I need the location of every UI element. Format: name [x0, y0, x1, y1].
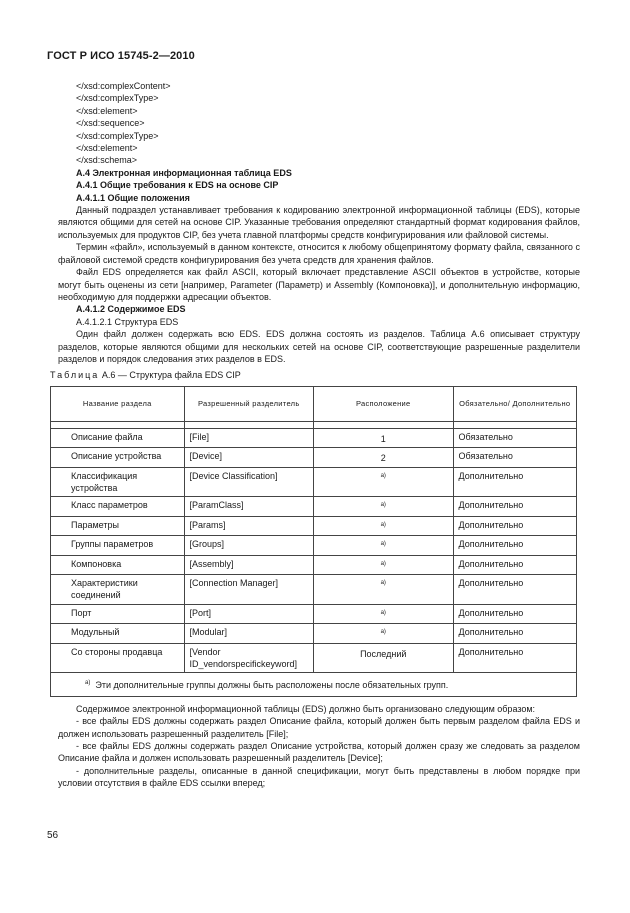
- column-header: Название раздела: [51, 386, 185, 421]
- code-line: </xsd:sequence>: [76, 118, 145, 129]
- table-row: [51, 555, 577, 574]
- cell-section-name: Описание устройства: [51, 448, 185, 467]
- cell-requirement: Дополнительно: [453, 467, 577, 497]
- cell-requirement: Дополнительно: [453, 516, 577, 535]
- cell-section-name: Классификация устройства: [51, 467, 185, 497]
- table-caption-prefix: Таблица: [50, 370, 100, 381]
- cell-requirement: Обязательно: [453, 428, 577, 447]
- cell-requirement: Дополнительно: [453, 604, 577, 623]
- column-header: Обязательно/ Дополнительно: [453, 386, 577, 421]
- list-item: - все файлы EDS должны содержать раздел Описание файла, который должен быть первым разделом файла EDS и должен использовать разрешенный разделитель [File];: [58, 716, 580, 739]
- cell-location: a): [313, 604, 453, 623]
- table-row: [51, 448, 577, 467]
- table-caption-text: А.6 — Структура файла EDS CIP: [101, 370, 241, 381]
- table-caption: [50, 369, 580, 381]
- cell-location: a): [313, 555, 453, 574]
- code-line: </xsd:element>: [76, 143, 138, 154]
- table-note: $^{a)}$ Эти дополнительные группы должны быть расположены после обязательных групп.: [51, 673, 577, 696]
- section-heading-a4: А.4 Электронная информационная таблица EDS: [76, 167, 292, 178]
- table-row: [51, 536, 577, 555]
- code-line: </xsd:schema>: [76, 155, 138, 166]
- cell-requirement: Дополнительно: [453, 555, 577, 574]
- cell-delimiter: [Modular]: [184, 624, 313, 643]
- list-item: - все файлы EDS должны содержать раздел Описание устройства, который должен сразу же следовать за разделом Описание файла и должен использовать разрешенный разделитель [Device];: [58, 741, 580, 764]
- cell-location: a): [313, 575, 453, 605]
- section-heading-a41: А.4.1 Общие требования к EDS на основе CIP: [76, 180, 279, 191]
- table-row: [51, 624, 577, 643]
- cell-delimiter: [Connection Manager]: [184, 575, 313, 605]
- cell-location: a): [313, 624, 453, 643]
- table-row: [51, 516, 577, 535]
- cell-requirement: Дополнительно: [453, 536, 577, 555]
- cell-location: 2: [313, 448, 453, 467]
- table-row: [51, 575, 577, 605]
- cell-location: a): [313, 536, 453, 555]
- table-row: [51, 467, 577, 497]
- cell-location: a): [313, 497, 453, 516]
- paragraph: Файл EDS определяется как файл ASCII, который включает представление ASCII объектов в устройстве, которые могут быть оценены из сети [например, Parameter (Параметр) и Assembly (Компоновка)], и дополнительную информацию, необходимую для поддержки адресации объектов.: [58, 267, 580, 302]
- table-row: [51, 428, 577, 447]
- paragraph: Данный подраздел устанавливает требования к кодированию электронной информационной таблицы (EDS), которые являются общими для сетей на основе CIP. Указанные требования определяют стандартный формат кодирования файлов, используемых для продуктов CIP, без учета главной платформы средств конфигурирования или файловой системы.: [58, 205, 580, 240]
- cell-requirement: Дополнительно: [453, 575, 577, 605]
- document-header: ГОСТ Р ИСО 15745-2—2010: [47, 50, 195, 62]
- cell-delimiter: [Port]: [184, 604, 313, 623]
- code-line: </xsd:complexType>: [76, 93, 159, 104]
- cell-section-name: Со стороны продавца: [51, 643, 185, 673]
- paragraph: Один файл должен содержать всю EDS. EDS должна состоять из разделов. Таблица А.6 описывает структуру разделов, которые являются общими для нескольких сетей на основе CIP, соответствующие разрешенные разделители разделов и порядок следования этих разделов в EDS.: [58, 329, 580, 364]
- table-row: [51, 643, 577, 673]
- table-header-row: [51, 386, 577, 421]
- paragraph: Термин «файл», используемый в данном контексте, относится к любому общепринятому формату файла, связанного с файловой системой средств конфигурирования без учета средств для хранения файлов.: [58, 242, 580, 265]
- cell-section-name: Порт: [51, 604, 185, 623]
- cell-section-name: Компоновка: [51, 555, 185, 574]
- column-header: Разрешенный разделитель: [184, 386, 313, 421]
- code-line: </xsd:element>: [76, 105, 138, 116]
- paragraph: Содержимое электронной информационной таблицы (EDS) должно быть организовано следующим образом:: [76, 703, 536, 714]
- section-heading-a412: А.4.1.2 Содержимое EDS: [76, 304, 186, 315]
- cell-requirement: Дополнительно: [453, 624, 577, 643]
- cell-delimiter: [Device]: [184, 448, 313, 467]
- cell-section-name: Группы параметров: [51, 536, 185, 555]
- cell-section-name: Параметры: [51, 516, 185, 535]
- cell-requirement: Дополнительно: [453, 643, 577, 673]
- cell-section-name: Модульный: [51, 624, 185, 643]
- cell-location: a): [313, 516, 453, 535]
- section-heading-a4121: А.4.1.2.1 Структура EDS: [76, 316, 179, 327]
- cell-delimiter: [ParamClass]: [184, 497, 313, 516]
- after-table-text: [58, 703, 580, 790]
- cell-delimiter: [Params]: [184, 516, 313, 535]
- list-item: - дополнительные разделы, описанные в данной спецификации, могут быть представлены в любом порядке при условии отсутствия в файле EDS ссылки вперед;: [58, 765, 580, 789]
- cell-delimiter: [Groups]: [184, 536, 313, 555]
- table-row: [51, 604, 577, 623]
- cell-section-name: Характеристики соединений: [51, 575, 185, 605]
- cell-requirement: Обязательно: [453, 448, 577, 467]
- cell-requirement: Дополнительно: [453, 497, 577, 516]
- table-row: [51, 497, 577, 516]
- cell-delimiter: [Device Classification]: [184, 467, 313, 497]
- cell-location: a): [313, 467, 453, 497]
- cell-section-name: Описание файла: [51, 428, 185, 447]
- table-note-row: [51, 673, 577, 696]
- cell-section-name: Класс параметров: [51, 497, 185, 516]
- page-number: 56: [47, 830, 59, 841]
- eds-structure-table: [50, 386, 577, 697]
- cell-delimiter: [Assembly]: [184, 555, 313, 574]
- table-spacer-row: [51, 421, 577, 428]
- document-body: [50, 80, 580, 790]
- cell-delimiter: [File]: [184, 428, 313, 447]
- code-line: </xsd:complexContent>: [76, 81, 171, 91]
- cell-location: Последний: [313, 643, 453, 673]
- section-heading-a411: А.4.1.1 Общие положения: [76, 192, 190, 203]
- cell-delimiter: [Vendor ID_vendorspecifickeyword]: [184, 643, 313, 673]
- code-line: </xsd:complexType>: [76, 130, 159, 141]
- cell-location: 1: [313, 428, 453, 447]
- column-header: Расположение: [313, 386, 453, 421]
